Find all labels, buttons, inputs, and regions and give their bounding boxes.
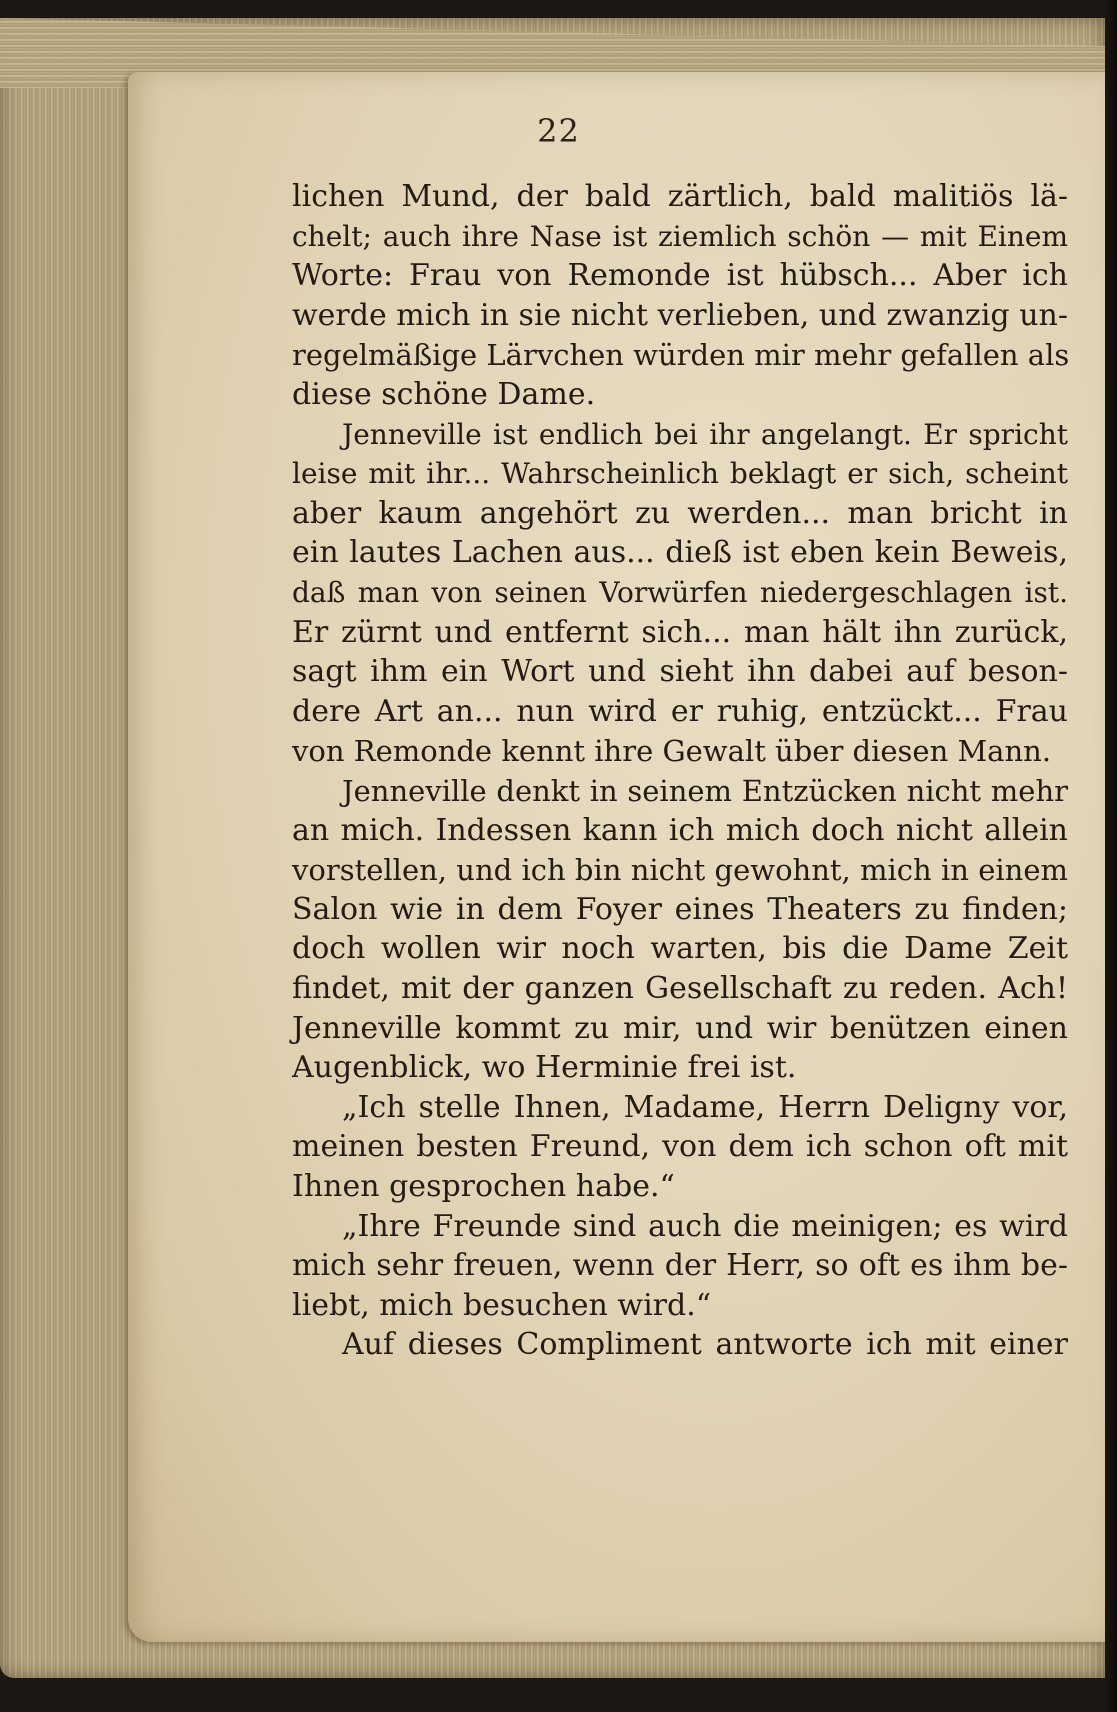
text-line: Auf dieses Compliment antworte ich mit einer [342, 1327, 1068, 1363]
text-line: werde mich in sie nicht verlieben, und zwanzig un- [292, 297, 1068, 333]
page-number: 22 [537, 112, 580, 150]
text-line: Salon wie in dem Foyer eines Theaters zu finden; [292, 891, 1068, 927]
text-line: regelmäßige Lärvchen würden mir mehr gefallen als [292, 338, 1070, 373]
text-line: Ihnen gesprochen habe.“ [292, 1169, 675, 1204]
text-line: sagt ihm ein Wort und sieht ihn dabei auf beson- [292, 654, 1068, 690]
edge-shadow [1105, 0, 1117, 1712]
text-line: Jenneville kommt zu mir, und wir benützen einen [292, 1010, 1068, 1046]
text-line: chelt; auch ihre Nase ist ziemlich schön — mit Einem [292, 219, 1068, 253]
text-line: vorstellen, und ich bin nicht gewohnt, mich in einem [292, 853, 1068, 888]
text-line: leise mit ihr... Wahrscheinlich beklagt er sich, scheint [292, 457, 1068, 491]
text-line: ein lautes Lachen aus... dieß ist eben kein Beweis, [292, 535, 1068, 571]
text-line: Jenneville ist endlich bei ihr angelangt. Er spricht [342, 417, 1068, 451]
text-line: von Remonde kennt ihre Gewalt über diesen Mann. [292, 734, 1052, 769]
text-line: „Ihre Freunde sind auch die meinigen; es wird [342, 1208, 1068, 1244]
text-line: diese schöne Dame. [292, 377, 596, 412]
text-line: Jenneville denkt in seinem Entzücken nicht mehr [342, 774, 1068, 808]
text-line: Worte: Frau von Remonde ist hübsch... Aber ich [292, 258, 1068, 294]
text-line: daß man von seinen Vorwürfen niedergeschlagen ist. [292, 576, 1068, 609]
text-line: an mich. Indessen kann ich mich doch nicht allein [292, 812, 1068, 848]
text-line: Augenblick, wo Herminie frei ist. [292, 1050, 797, 1086]
text-line: liebt, mich besuchen wird.“ [292, 1287, 712, 1323]
text-line: „Ich stelle Ihnen, Madame, Herrn Deligny vor, [342, 1089, 1068, 1125]
text-line: meinen besten Freund, von dem ich schon oft mit [292, 1129, 1068, 1165]
text-line: doch wollen wir noch warten, bis die Dame Zeit [292, 931, 1068, 967]
text-line: lichen Mund, der bald zärtlich, bald malitiös lä- [292, 179, 1068, 214]
text-line: Er zürnt und entfernt sich... man hält ihn zurück, [292, 614, 1068, 650]
text-line: findet, mit der ganzen Gesellschaft zu reden. Ach! [292, 971, 1068, 1006]
text-line: mich sehr freuen, wenn der Herr, so oft es ihm be- [292, 1248, 1068, 1284]
text-line: dere Art an... nun wird er ruhig, entzückt... Frau [292, 693, 1068, 729]
body-text [292, 176, 1068, 1476]
text-line: aber kaum angehört zu werden... man bricht in [292, 495, 1068, 531]
